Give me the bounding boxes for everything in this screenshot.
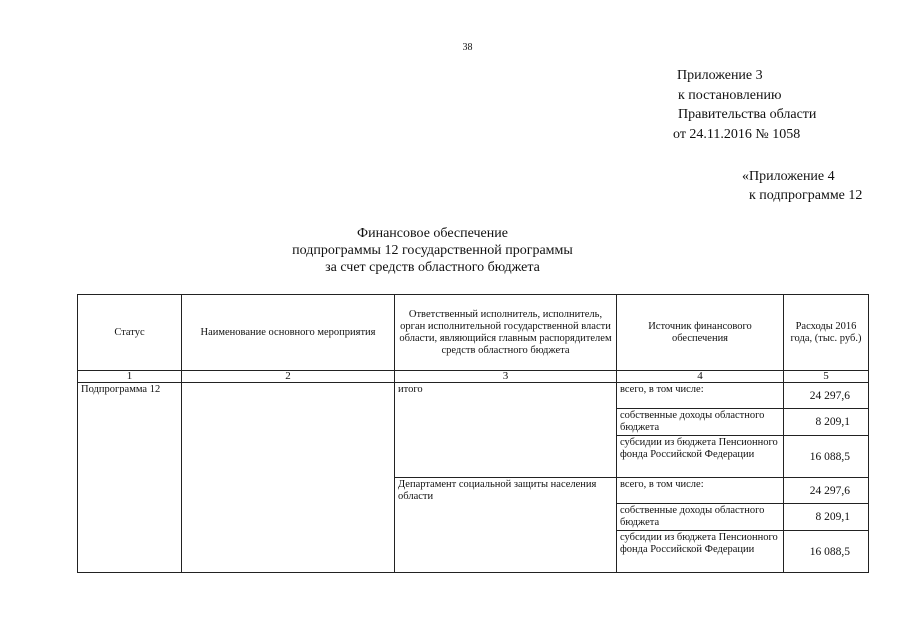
header-expenses: Расходы 2016 года, (тыс. руб.) — [784, 295, 869, 371]
appendix-subheader — [742, 167, 863, 205]
page-number: 38 — [462, 42, 473, 53]
amount-cell: 8 209,1 — [784, 504, 869, 531]
table-row — [78, 383, 869, 409]
column-number: 2 — [182, 371, 395, 383]
source-cell: всего, в том числе: — [617, 383, 784, 409]
finance-table — [77, 294, 869, 573]
title-line-2: подпрограммы 12 государственной программы — [292, 243, 573, 258]
header-source: Источник финансового обеспечения — [617, 295, 784, 371]
appendix2-line-2: к подпрограмме 12 — [749, 188, 863, 203]
column-number: 3 — [395, 371, 617, 383]
header-activity: Наименование основного мероприятия — [182, 295, 395, 371]
source-cell: субсидии из бюджета Пенсионного фонда Российской Федерации — [617, 436, 784, 478]
title-line-3: за счет средств областного бюджета — [325, 260, 540, 275]
executor-cell: итого — [395, 383, 617, 478]
amount-cell: 24 297,6 — [784, 383, 869, 409]
appendix-line-4: от 24.11.2016 № 1058 — [673, 126, 801, 142]
column-number: 5 — [784, 371, 869, 383]
appendix-line-2: к постановлению — [678, 87, 782, 103]
amount-cell: 16 088,5 — [784, 531, 869, 573]
column-number-row — [78, 371, 869, 383]
header-status: Статус — [78, 295, 182, 371]
table-header-row — [78, 295, 869, 371]
source-cell: субсидии из бюджета Пенсионного фонда Российской Федерации — [617, 531, 784, 573]
amount-cell: 24 297,6 — [784, 478, 869, 504]
column-number: 1 — [78, 371, 182, 383]
activity-cell — [182, 383, 395, 573]
amount-cell: 16 088,5 — [784, 436, 869, 478]
amount-cell: 8 209,1 — [784, 409, 869, 436]
document-title — [0, 225, 905, 276]
column-number: 4 — [617, 371, 784, 383]
status-cell: Подпрограмма 12 — [78, 383, 182, 573]
appendix-line-3: Правительства области — [678, 107, 817, 122]
executor-cell: Департамент социальной защиты населения области — [395, 478, 617, 573]
header-executor: Ответственный исполнитель, исполнитель, орган исполнительной государственной власти области, являющийся главным распорядителем средств областного бюджета — [395, 295, 617, 371]
appendix-header — [673, 66, 817, 144]
source-cell: собственные доходы областного бюджета — [617, 504, 784, 531]
source-cell: собственные доходы областного бюджета — [617, 409, 784, 436]
source-cell: всего, в том числе: — [617, 478, 784, 504]
appendix2-line-1: «Приложение 4 — [742, 169, 835, 184]
appendix-line-1: Приложение 3 — [677, 68, 763, 83]
title-line-1: Финансовое обеспечение — [357, 226, 508, 241]
